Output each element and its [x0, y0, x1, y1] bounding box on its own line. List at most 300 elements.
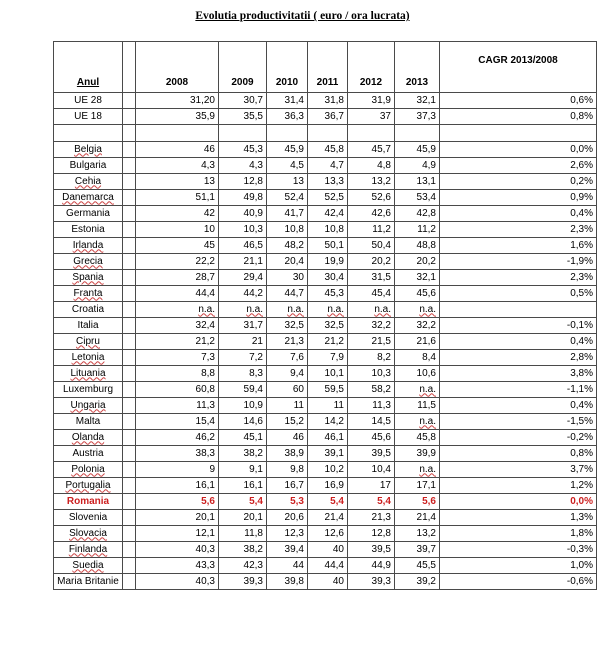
- value-cell: [219, 238, 267, 254]
- row-label: [54, 414, 123, 430]
- value-cell: [267, 254, 308, 270]
- value-text: 30,7: [243, 94, 263, 106]
- value-cell: [348, 318, 395, 334]
- cagr-cell: 0,9%: [440, 190, 597, 206]
- value-text: 42,6: [371, 207, 391, 219]
- table-row: [54, 382, 597, 398]
- cagr-cell: 3,8%: [440, 366, 597, 382]
- value-cell: [348, 558, 395, 574]
- row-label: [54, 446, 123, 462]
- value-text: 39,5: [371, 543, 391, 555]
- value-cell: [219, 462, 267, 478]
- value-text: n.a.: [419, 303, 436, 315]
- value-text: 45,3: [243, 143, 263, 155]
- value-text: 58,2: [371, 383, 391, 395]
- value-cell: [219, 206, 267, 222]
- value-cell: [136, 238, 219, 254]
- value-cell: [348, 334, 395, 350]
- value-cell: [308, 478, 348, 494]
- value-text: 10,8: [324, 223, 344, 235]
- value-text: 9,4: [290, 367, 304, 379]
- value-cell: [219, 190, 267, 206]
- table-row: [54, 286, 597, 302]
- row-label-text: Estonia: [71, 223, 105, 235]
- value-text: 31,4: [284, 94, 304, 106]
- value-cell: [136, 206, 219, 222]
- value-text: 38,9: [284, 447, 304, 459]
- value-text: 51,1: [195, 191, 215, 203]
- value-cell: [395, 510, 440, 526]
- cagr-cell: 0,8%: [440, 446, 597, 462]
- spacer-cell: [123, 206, 136, 222]
- value-cell: [308, 93, 348, 109]
- value-text: 10: [203, 223, 215, 235]
- value-cell: [308, 430, 348, 446]
- row-label-text: Lituania: [70, 367, 106, 379]
- row-label-text: Portugalia: [65, 479, 111, 491]
- row-label: [54, 574, 123, 590]
- value-text: 14,2: [324, 415, 344, 427]
- value-cell: [348, 93, 395, 109]
- value-cell: [395, 318, 440, 334]
- value-cell: [395, 190, 440, 206]
- row-label: [54, 238, 123, 254]
- row-label: [54, 254, 123, 270]
- spacer-cell: [123, 270, 136, 286]
- cagr-cell: 2,3%: [440, 222, 597, 238]
- value-text: 45,7: [371, 143, 391, 155]
- value-cell: [348, 430, 395, 446]
- value-text: 45,5: [416, 559, 436, 571]
- cagr-cell: 1,6%: [440, 238, 597, 254]
- value-cell: [348, 286, 395, 302]
- row-label: [54, 190, 123, 206]
- value-text: 41,7: [284, 207, 304, 219]
- value-cell: [308, 414, 348, 430]
- value-text: 11,2: [417, 223, 436, 235]
- spacer-cell: [123, 286, 136, 302]
- value-cell: [395, 542, 440, 558]
- spacer-cell: [123, 334, 136, 350]
- value-text: 32,2: [416, 319, 436, 331]
- row-label: [54, 286, 123, 302]
- value-text: 5,6: [422, 495, 436, 507]
- row-label: [54, 542, 123, 558]
- empty-cell: [308, 125, 348, 142]
- cagr-cell: 2,3%: [440, 270, 597, 286]
- value-cell: [219, 510, 267, 526]
- spacer-cell: [123, 142, 136, 158]
- spacer-cell: [123, 93, 136, 109]
- value-text: 13,3: [324, 175, 344, 187]
- value-cell: [308, 350, 348, 366]
- value-cell: [308, 334, 348, 350]
- value-cell: [136, 510, 219, 526]
- value-text: 20,2: [416, 255, 436, 267]
- value-cell: [136, 478, 219, 494]
- value-text: 35,5: [243, 110, 263, 122]
- value-cell: [395, 366, 440, 382]
- table-row: [54, 526, 597, 542]
- value-cell: [348, 302, 395, 318]
- value-cell: [395, 109, 440, 125]
- spacer-cell: [123, 398, 136, 414]
- value-cell: [308, 494, 348, 510]
- value-cell: [348, 366, 395, 382]
- value-text: 5,4: [249, 495, 263, 507]
- cagr-cell: 1,3%: [440, 510, 597, 526]
- value-text: 40: [332, 575, 344, 587]
- spacer-cell: [123, 478, 136, 494]
- value-text: 32,5: [324, 319, 344, 331]
- spacer-cell: [123, 190, 136, 206]
- value-cell: [267, 526, 308, 542]
- value-text: 31,9: [371, 94, 391, 106]
- cagr-cell: -0,3%: [440, 542, 597, 558]
- row-label: [54, 526, 123, 542]
- value-cell: [348, 462, 395, 478]
- value-text: 45,6: [416, 287, 436, 299]
- spacer-cell: [123, 558, 136, 574]
- value-text: 13,2: [371, 175, 391, 187]
- value-cell: [219, 446, 267, 462]
- table-row: [54, 174, 597, 190]
- value-cell: [136, 430, 219, 446]
- row-label-text: Croatia: [71, 303, 105, 315]
- value-text: 13,1: [416, 175, 436, 187]
- value-text: 39,9: [416, 447, 436, 459]
- value-cell: [267, 318, 308, 334]
- year-col-header: 2013: [395, 42, 440, 93]
- value-cell: [267, 206, 308, 222]
- value-cell: [267, 478, 308, 494]
- table-row: [54, 446, 597, 462]
- value-cell: [267, 334, 308, 350]
- value-cell: [136, 382, 219, 398]
- value-text: n.a.: [198, 303, 215, 315]
- value-cell: [395, 93, 440, 109]
- row-label-text: UE 18: [74, 110, 102, 122]
- row-label-text: Olanda: [71, 431, 105, 443]
- value-cell: [395, 174, 440, 190]
- value-text: 59,5: [324, 383, 344, 395]
- value-cell: [348, 254, 395, 270]
- value-cell: [348, 270, 395, 286]
- value-text: 60: [292, 383, 304, 395]
- value-text: 5,4: [377, 495, 391, 507]
- cagr-cell: [440, 302, 597, 318]
- value-text: 48,8: [416, 239, 436, 251]
- value-cell: [136, 318, 219, 334]
- cagr-cell: 1,0%: [440, 558, 597, 574]
- spacer-cell: [123, 510, 136, 526]
- table-row: [54, 222, 597, 238]
- value-cell: [136, 174, 219, 190]
- value-cell: [219, 414, 267, 430]
- value-cell: [348, 158, 395, 174]
- value-text: 32,2: [371, 319, 391, 331]
- empty-cell: [123, 125, 136, 142]
- value-cell: [136, 462, 219, 478]
- productivity-table: [53, 41, 597, 590]
- value-cell: [219, 222, 267, 238]
- row-label: [54, 109, 123, 125]
- row-label: [54, 494, 123, 510]
- value-text: 48,2: [284, 239, 304, 251]
- value-cell: [219, 318, 267, 334]
- value-text: 19,9: [324, 255, 344, 267]
- value-cell: [219, 254, 267, 270]
- table-row: [54, 398, 597, 414]
- value-text: 60,8: [195, 383, 215, 395]
- value-text: n.a.: [287, 303, 304, 315]
- value-cell: [395, 446, 440, 462]
- value-cell: [348, 542, 395, 558]
- value-cell: [348, 446, 395, 462]
- value-cell: [308, 206, 348, 222]
- value-text: 45,9: [284, 143, 304, 155]
- value-cell: [395, 430, 440, 446]
- value-text: 5,6: [201, 495, 215, 507]
- value-cell: [348, 478, 395, 494]
- value-cell: [219, 430, 267, 446]
- value-cell: [308, 254, 348, 270]
- value-text: 22,2: [195, 255, 215, 267]
- value-text: 14,6: [243, 415, 263, 427]
- value-cell: [348, 222, 395, 238]
- value-text: 8,2: [377, 351, 391, 363]
- table-row: [54, 270, 597, 286]
- row-label-text: Polonia: [71, 463, 105, 475]
- value-cell: [219, 302, 267, 318]
- table-row: [54, 558, 597, 574]
- table-row: [54, 302, 597, 318]
- value-cell: [136, 190, 219, 206]
- value-cell: [395, 270, 440, 286]
- value-text: 45,1: [243, 431, 263, 443]
- value-cell: [267, 494, 308, 510]
- empty-cell: [219, 125, 267, 142]
- value-cell: [219, 158, 267, 174]
- value-cell: [267, 238, 308, 254]
- value-cell: [348, 174, 395, 190]
- value-cell: [267, 93, 308, 109]
- value-text: 44,2: [243, 287, 263, 299]
- value-cell: [395, 494, 440, 510]
- value-text: 40,3: [195, 543, 215, 555]
- cagr-cell: 3,7%: [440, 462, 597, 478]
- value-cell: [395, 574, 440, 590]
- value-cell: [136, 366, 219, 382]
- value-cell: [348, 398, 395, 414]
- row-label-text: Danemarca: [62, 191, 114, 203]
- value-cell: [348, 382, 395, 398]
- value-cell: [308, 446, 348, 462]
- value-cell: [219, 478, 267, 494]
- row-label: [54, 334, 123, 350]
- cagr-cell: -0,2%: [440, 430, 597, 446]
- value-text: 20,4: [284, 255, 304, 267]
- spacer-cell: [123, 318, 136, 334]
- value-text: 21,2: [195, 335, 215, 347]
- value-text: 44,4: [324, 559, 344, 571]
- cagr-cell: 2,6%: [440, 158, 597, 174]
- value-cell: [267, 190, 308, 206]
- separator-row: [54, 125, 597, 142]
- value-text: 21,2: [324, 335, 344, 347]
- row-label: [54, 350, 123, 366]
- row-label-text: Suedia: [72, 559, 104, 571]
- spacer-cell: [123, 574, 136, 590]
- spacer-cell: [123, 222, 136, 238]
- spacer-cell: [123, 446, 136, 462]
- value-text: 39,4: [284, 543, 304, 555]
- row-label-text: Finlanda: [68, 543, 108, 555]
- row-label-text: Germania: [66, 207, 110, 219]
- value-text: 39,8: [284, 575, 304, 587]
- value-text: 46,2: [195, 431, 215, 443]
- value-cell: [395, 254, 440, 270]
- value-text: 9,8: [290, 463, 304, 475]
- empty-cell: [440, 125, 597, 142]
- value-cell: [308, 174, 348, 190]
- row-label-text: Austria: [72, 447, 104, 459]
- value-cell: [308, 382, 348, 398]
- value-cell: [219, 334, 267, 350]
- table-row: [54, 109, 597, 125]
- empty-cell: [395, 125, 440, 142]
- value-cell: [395, 302, 440, 318]
- table-row: [54, 462, 597, 478]
- value-text: 39,5: [371, 447, 391, 459]
- value-text: 8,3: [249, 367, 263, 379]
- row-label-text: Malta: [75, 415, 101, 427]
- row-label-text: Romania: [66, 495, 110, 507]
- value-text: 10,4: [371, 463, 391, 475]
- spacer-cell: [123, 350, 136, 366]
- value-text: 12,1: [195, 527, 215, 539]
- value-cell: [348, 350, 395, 366]
- value-text: 42,8: [416, 207, 436, 219]
- value-cell: [308, 158, 348, 174]
- value-text: n.a.: [419, 415, 436, 427]
- cagr-cell: 1,8%: [440, 526, 597, 542]
- row-label: [54, 206, 123, 222]
- row-label: [54, 510, 123, 526]
- value-text: 14,5: [371, 415, 391, 427]
- value-cell: [267, 366, 308, 382]
- row-label: [54, 462, 123, 478]
- value-text: 11,3: [372, 399, 391, 411]
- value-cell: [219, 542, 267, 558]
- value-cell: [136, 558, 219, 574]
- value-text: 4,3: [249, 159, 263, 171]
- table-row: [54, 366, 597, 382]
- value-text: 21: [251, 335, 263, 347]
- value-cell: [267, 446, 308, 462]
- value-cell: [136, 526, 219, 542]
- table-row: [54, 142, 597, 158]
- row-label: [54, 222, 123, 238]
- value-text: 38,2: [243, 447, 263, 459]
- cagr-cell: -1,1%: [440, 382, 597, 398]
- value-cell: [219, 558, 267, 574]
- cagr-cell: -0,1%: [440, 318, 597, 334]
- value-cell: [348, 414, 395, 430]
- value-text: 45,3: [324, 287, 344, 299]
- row-label: [54, 174, 123, 190]
- value-text: 30: [292, 271, 304, 283]
- value-text: 42,4: [324, 207, 344, 219]
- value-cell: [136, 398, 219, 414]
- value-cell: [308, 558, 348, 574]
- table-row: [54, 430, 597, 446]
- value-text: 21,3: [284, 335, 304, 347]
- row-label: [54, 398, 123, 414]
- value-text: 43,3: [195, 559, 215, 571]
- value-text: n.a.: [246, 303, 263, 315]
- value-text: 5,4: [330, 495, 344, 507]
- row-label: [54, 270, 123, 286]
- value-text: 40,9: [243, 207, 263, 219]
- row-label-text: Bulgaria: [69, 159, 107, 171]
- value-text: 13,2: [416, 527, 436, 539]
- year-col-header: 2009: [219, 42, 267, 93]
- row-label: [54, 430, 123, 446]
- table-row: [54, 238, 597, 254]
- value-cell: [267, 542, 308, 558]
- value-cell: [267, 142, 308, 158]
- value-cell: [136, 142, 219, 158]
- year-col-header: 2011: [308, 42, 348, 93]
- value-cell: [219, 286, 267, 302]
- row-label-text: UE 28: [74, 94, 102, 106]
- value-cell: [136, 350, 219, 366]
- value-text: 8,4: [422, 351, 436, 363]
- value-text: 42,3: [243, 559, 263, 571]
- cagr-cell: 0,5%: [440, 286, 597, 302]
- value-cell: [308, 109, 348, 125]
- value-cell: [267, 430, 308, 446]
- value-text: 10,6: [416, 367, 436, 379]
- value-cell: [219, 93, 267, 109]
- cagr-cell: 0,4%: [440, 334, 597, 350]
- value-text: 45: [203, 239, 215, 251]
- spacer-cell: [123, 542, 136, 558]
- header-row: [54, 42, 597, 93]
- table-row: [54, 478, 597, 494]
- value-cell: [267, 174, 308, 190]
- value-cell: [395, 526, 440, 542]
- row-label-text: Luxemburg: [62, 383, 114, 395]
- cagr-cell: -0,6%: [440, 574, 597, 590]
- value-text: 50,4: [371, 239, 391, 251]
- spacer-cell: [123, 238, 136, 254]
- value-text: 31,7: [243, 319, 263, 331]
- table-row: [54, 206, 597, 222]
- row-label-text: Letonia: [71, 351, 105, 363]
- value-text: 7,2: [249, 351, 263, 363]
- value-text: 17,1: [416, 479, 436, 491]
- value-cell: [308, 574, 348, 590]
- row-label: [54, 382, 123, 398]
- value-cell: [136, 334, 219, 350]
- value-cell: [395, 158, 440, 174]
- value-cell: [308, 398, 348, 414]
- row-label-text: Grecia: [73, 255, 103, 267]
- value-text: 20,6: [284, 511, 304, 523]
- value-cell: [308, 222, 348, 238]
